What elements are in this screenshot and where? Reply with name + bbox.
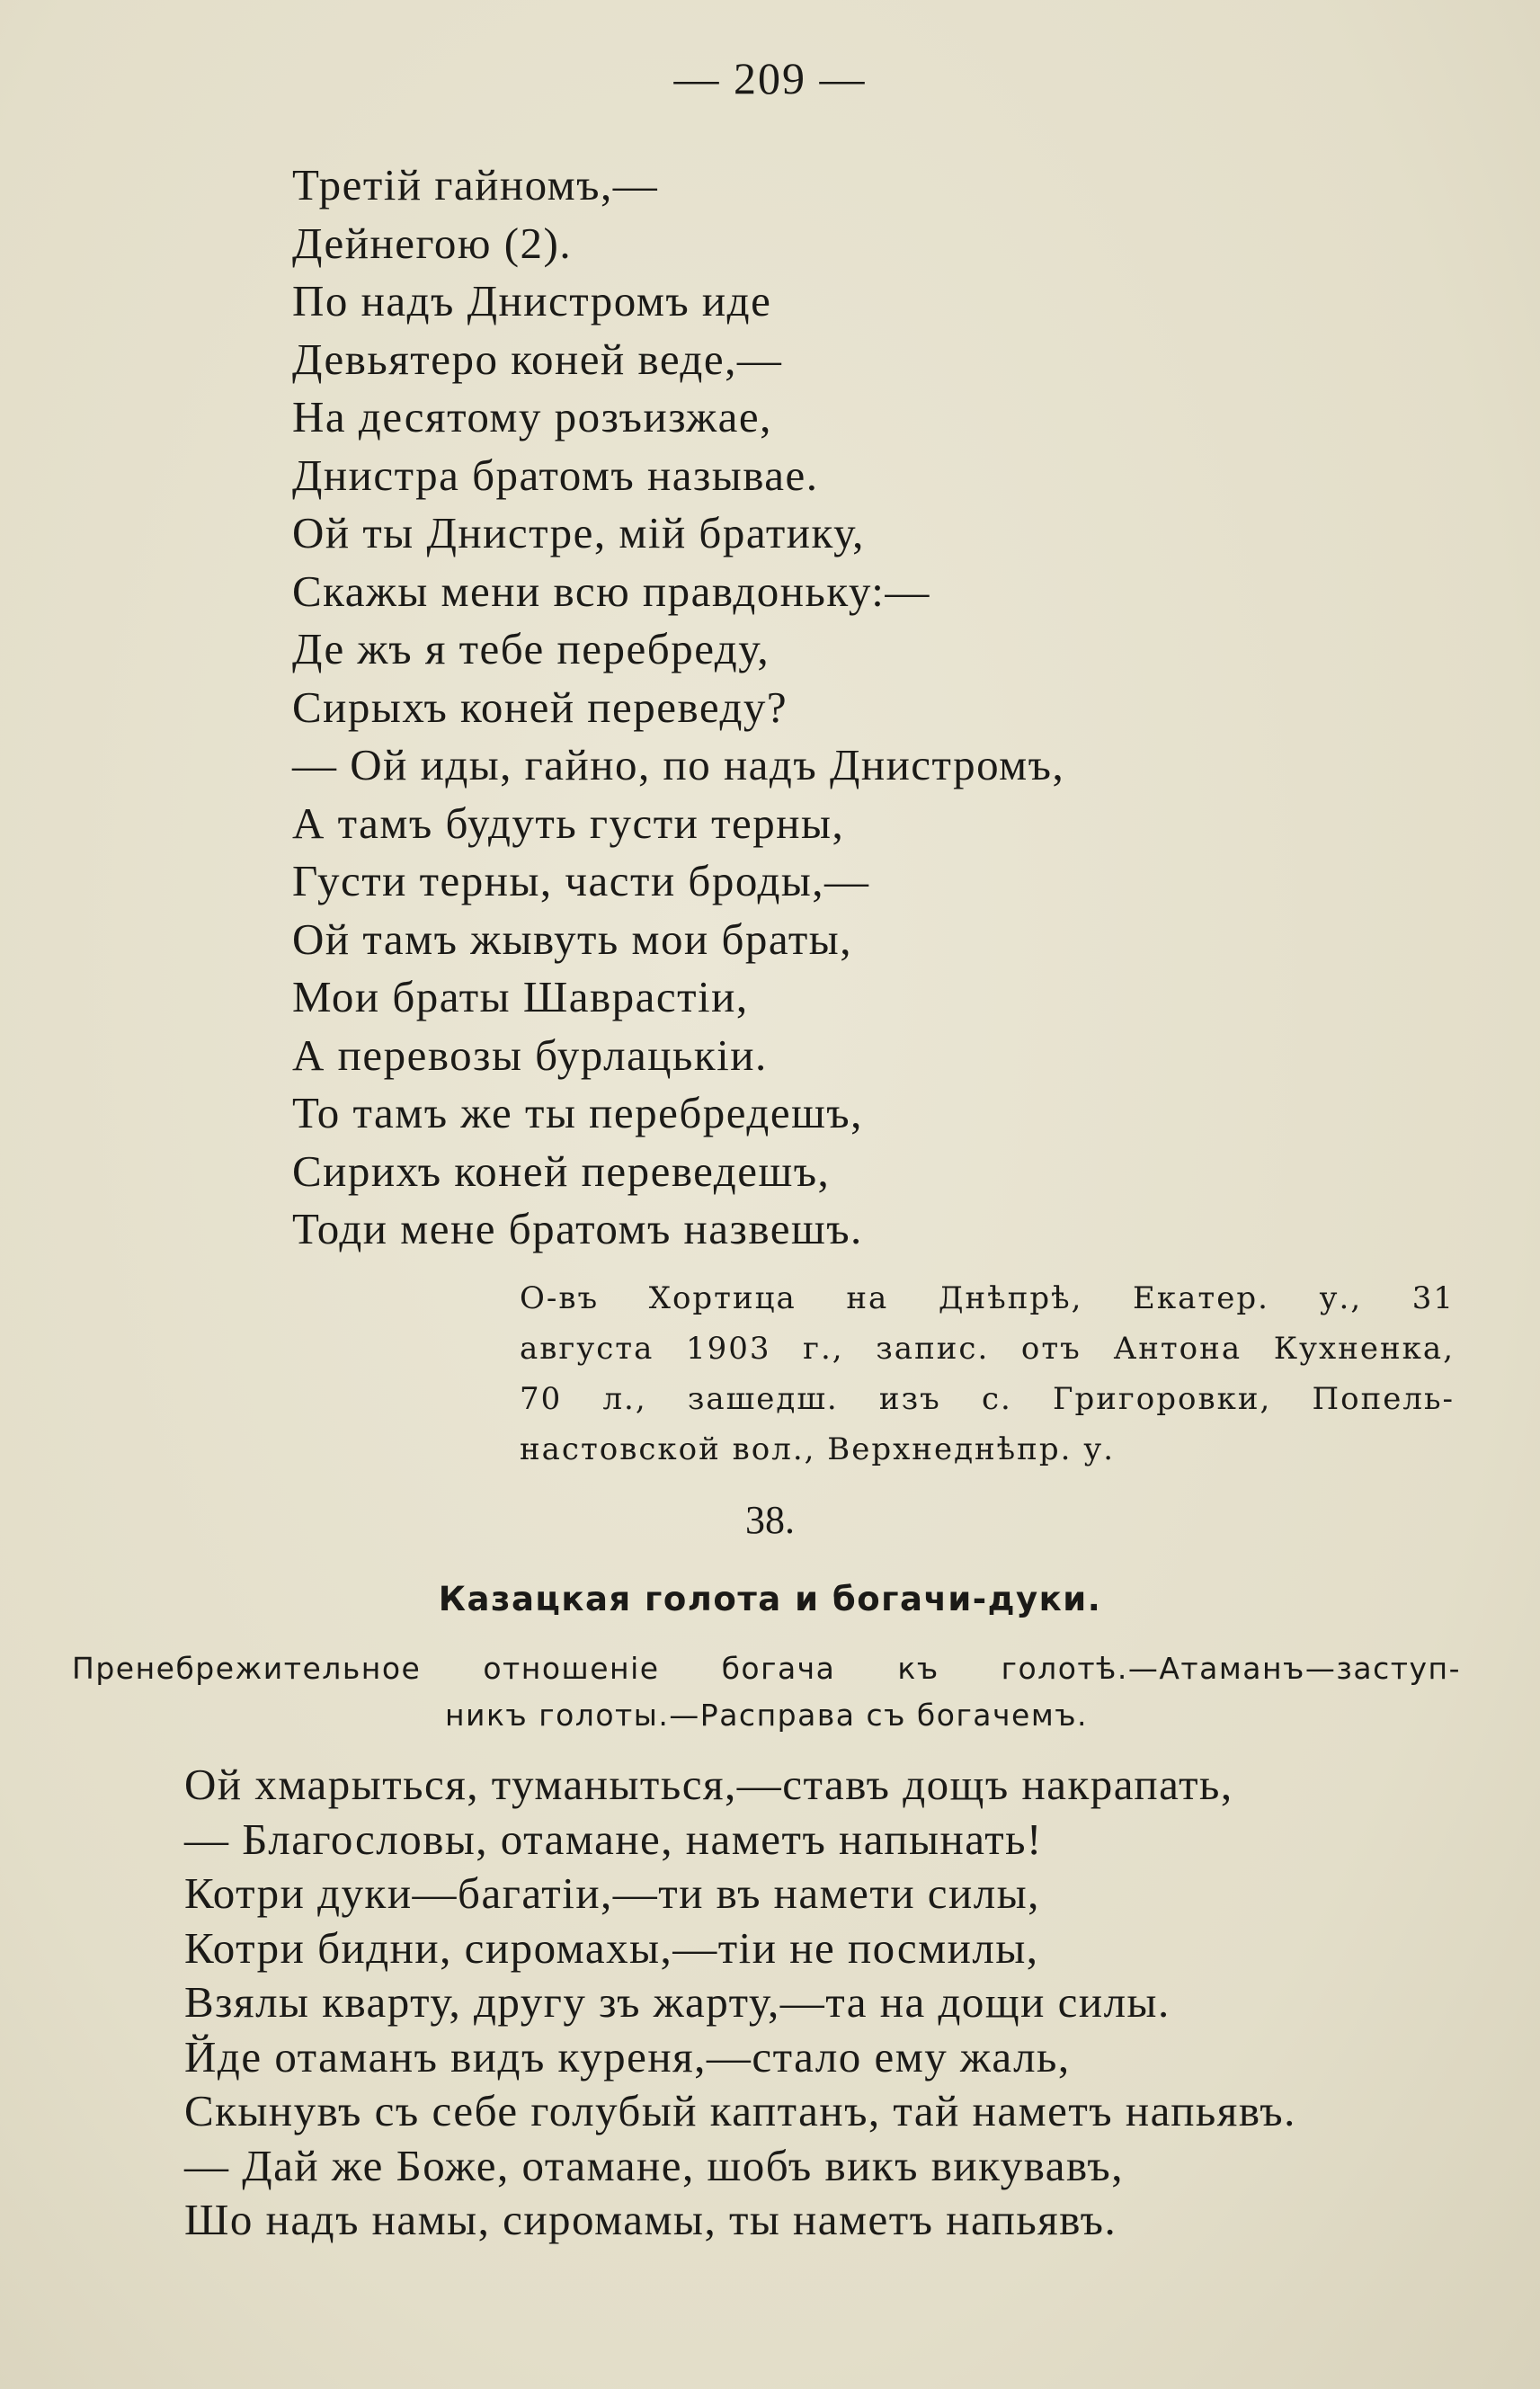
- source-note-line: августа 1903 г., запис. отъ Антона Кухненка,: [520, 1331, 1455, 1367]
- verse-line: Днистра братомъ называе.: [292, 450, 819, 500]
- page-number: — 209 —: [673, 53, 867, 103]
- verse-line: Ой ты Днистре, мій братику,: [292, 508, 865, 557]
- verse-line: Котри бидни, сиромахы,—тіи не посмилы,: [184, 1922, 1039, 1973]
- verse-line: Сирыхъ коней переведу?: [292, 682, 788, 732]
- verse-line: Взялы кварту, другу зъ жарту,—та на дощи силы.: [184, 1977, 1171, 2027]
- verse-line: Густи терны, части броды,—: [292, 856, 870, 905]
- verse-line: Ой хмарыться, туманыться,—ставъ дощъ накрапать,: [184, 1760, 1233, 1809]
- verse-line: То тамъ же ты перебредешъ,: [292, 1088, 863, 1137]
- verse-line: Тоди мене братомъ назвешъ.: [292, 1204, 863, 1253]
- verse-line: Ой тамъ жывуть мои браты,: [292, 914, 852, 964]
- verse-line: — Благословы, отамане, наметъ напынать!: [184, 1814, 1043, 1864]
- source-note: [520, 1273, 1455, 1475]
- verse-line: Шо надъ намы, сиромамы, ты наметъ напьявъ.: [184, 2195, 1117, 2244]
- summary-line: никъ голоты.—Расправа съ богачемъ.: [444, 1698, 1089, 1733]
- verse-line: Де жъ я тебе перебреду,: [292, 624, 770, 673]
- verse-line: Скажы мени всю правдоньку:—: [292, 566, 930, 616]
- verse-line: Мои браты Шаврастіи,: [292, 972, 749, 1021]
- song-number: 38.: [745, 1498, 795, 1542]
- poem-37-continuation: [292, 156, 1064, 1259]
- verse-line: А перевозы бурлацькіи.: [292, 1030, 768, 1080]
- source-note-line: О-въ Хортица на Днѣпрѣ, Екатер. у., 31: [520, 1280, 1455, 1316]
- verse-line: Третій гайномъ,—: [292, 160, 659, 209]
- verse-line: На десятому розъизжае,: [292, 392, 772, 441]
- source-note-line: настовской вол., Верхнеднѣпр. у.: [520, 1431, 1116, 1467]
- verse-line: — Ой иды, гайно, по надъ Днистромъ,: [292, 740, 1065, 789]
- verse-line: Йде отаманъ видъ куреня,—стало ему жаль,: [184, 2031, 1071, 2081]
- verse-line: Сирихъ коней переведешъ,: [292, 1145, 831, 1196]
- summary-line: Пренебрежительное отношеніе богача къ голотѣ.—Атаманъ—заступ-: [72, 1651, 1461, 1686]
- song-summary: [72, 1645, 1461, 1739]
- source-note-line: 70 л., зашедш. изъ с. Григоровки, Попель-: [520, 1381, 1455, 1417]
- verse-line: Котри дуки—багатіи,—ти въ намети силы,: [184, 1868, 1040, 1918]
- verse-line: — Дай же Боже, отамане, шобъ викъ викувавъ,: [184, 2140, 1124, 2190]
- song-title: Казацкая голота и богачи-дуки.: [438, 1580, 1102, 1618]
- verse-line: Девьятеро коней веде,—: [292, 334, 783, 384]
- verse-line: По надъ Днистромъ иде: [292, 276, 772, 325]
- verse-line: Дейнегою (2).: [292, 218, 573, 268]
- verse-line: А тамъ будуть густи терны,: [292, 798, 845, 848]
- verse-line: Скынувъ съ себе голубый каптанъ, тай наметъ напьявъ.: [184, 2086, 1296, 2135]
- poem-38: [184, 1758, 1296, 2248]
